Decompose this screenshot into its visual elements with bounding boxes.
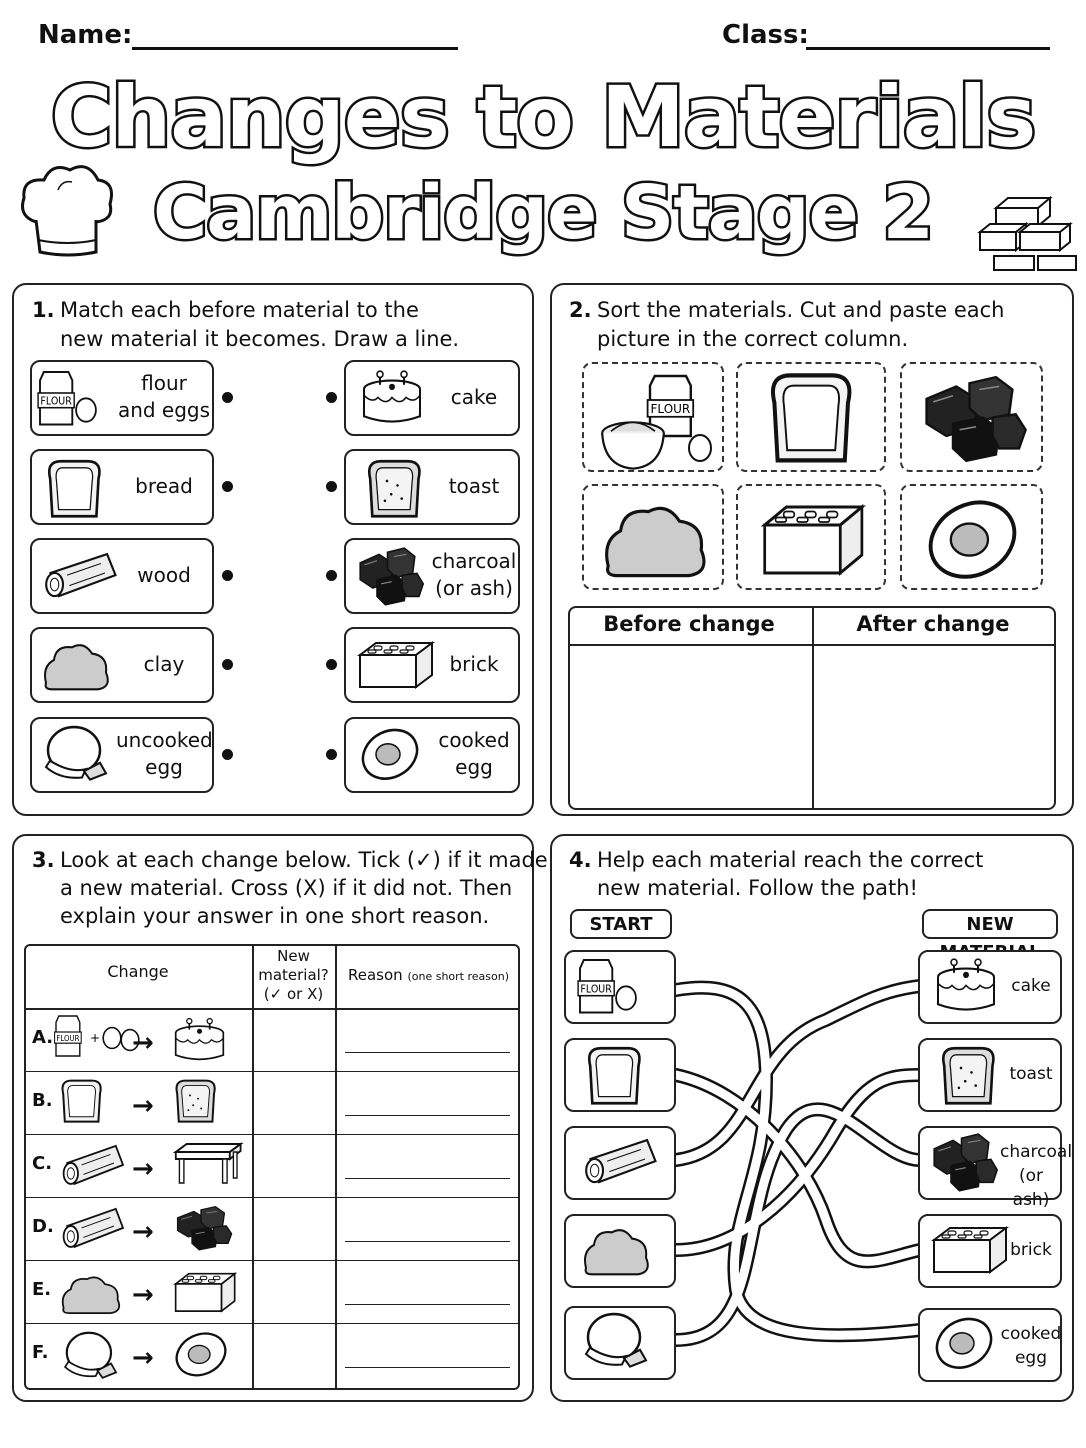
card-label: brick <box>1010 1240 1052 1260</box>
toast-icon <box>924 1042 1008 1110</box>
match-after-toast[interactable] <box>344 449 520 525</box>
match-after-brick[interactable] <box>344 627 520 703</box>
name-field[interactable] <box>132 20 458 50</box>
charcoal-icon <box>902 364 1045 474</box>
tick-cross-cell[interactable] <box>254 1325 334 1385</box>
reason-answer-line[interactable] <box>345 1367 510 1368</box>
arrow-icon: → <box>132 1343 154 1373</box>
reason-answer-line[interactable] <box>345 1052 510 1053</box>
charcoal-icon <box>174 1205 254 1259</box>
name-label: Name: <box>38 20 133 50</box>
charcoal-icon <box>350 544 434 610</box>
match-dot-right[interactable] <box>326 570 337 581</box>
brick-icon <box>924 1218 1008 1286</box>
match-before-bread[interactable] <box>30 449 214 525</box>
bread-icon <box>576 1042 666 1110</box>
toast-icon <box>174 1079 254 1133</box>
match-after-cake[interactable] <box>344 360 520 436</box>
maze-end-cooked[interactable] <box>918 1308 1062 1382</box>
row-label: D. <box>32 1216 54 1237</box>
tick-cross-cell[interactable] <box>254 1010 334 1070</box>
q3-instructions: 3. Look at each change below. Tick (✓) if it made a new material. Cross (X) if it did not. Then explain your answer in one short reason. <box>32 848 548 928</box>
reason-answer-line[interactable] <box>345 1178 510 1179</box>
maze-end-cake[interactable] <box>918 950 1062 1024</box>
arrow-icon: → <box>132 1091 154 1121</box>
tick-cross-cell[interactable] <box>254 1199 334 1259</box>
charcoal-icon <box>924 1130 1008 1198</box>
brick-stack-icon <box>976 192 1080 272</box>
log-icon <box>36 544 116 610</box>
start-label: START <box>570 909 672 939</box>
card-label: toast <box>1009 1064 1053 1084</box>
match-dot-right[interactable] <box>326 749 337 760</box>
clay-icon <box>584 486 726 592</box>
match-dot-left[interactable] <box>222 659 233 670</box>
table-icon <box>174 1142 254 1196</box>
new-material-label: NEW <box>922 909 1058 939</box>
col-reason-header: Reason (one short reason) <box>348 966 509 984</box>
match-dot-right[interactable] <box>326 659 337 670</box>
log-icon <box>576 1130 666 1198</box>
cutout-bread[interactable] <box>736 362 886 472</box>
match-after-charcoal[interactable] <box>344 538 520 614</box>
toast-icon <box>350 455 434 521</box>
row-label: C. <box>32 1153 53 1174</box>
row-label: A. <box>32 1027 54 1048</box>
cooked-egg-icon <box>174 1331 254 1385</box>
bread-icon <box>738 364 888 474</box>
match-dot-left[interactable] <box>222 749 233 760</box>
q4-instructions: 4. Help each material reach the correct new material. Follow the path! <box>569 848 984 900</box>
cooked-egg-icon <box>350 723 434 789</box>
card-label: clay <box>143 652 185 676</box>
cutout-brick[interactable] <box>736 484 886 590</box>
card-label: flour and eggs <box>117 371 211 422</box>
maze-start-raw-egg[interactable] <box>564 1306 676 1380</box>
brick-icon <box>350 633 434 699</box>
cooked-egg-icon <box>902 486 1045 592</box>
reason-answer-line[interactable] <box>345 1304 510 1305</box>
cake-icon <box>350 366 434 432</box>
after-change-dropzone[interactable] <box>814 646 1052 804</box>
cutout-charcoal[interactable] <box>900 362 1043 472</box>
tick-cross-cell[interactable] <box>254 1073 334 1133</box>
flour-bowl-icon <box>584 364 726 474</box>
cooked-egg-icon <box>924 1312 1008 1380</box>
clay-icon <box>36 633 116 699</box>
before-change-header: Before change <box>603 612 775 636</box>
card-label: charcoal (or ash) <box>431 549 517 600</box>
card-label: toast <box>448 474 500 498</box>
q1-instructions: 1. Match each before material to the new material it becomes. Draw a line. <box>32 298 460 351</box>
maze-end-brick[interactable] <box>918 1214 1062 1288</box>
page-subtitle: Cambridge Stage 2 <box>152 170 934 256</box>
tick-cross-cell[interactable] <box>254 1136 334 1196</box>
match-dot-left[interactable] <box>222 392 233 403</box>
match-before-clay[interactable] <box>30 627 214 703</box>
match-before-wood[interactable] <box>30 538 214 614</box>
card-label: bread <box>135 474 193 498</box>
clay-icon <box>576 1218 666 1286</box>
card-label: brick <box>449 652 499 676</box>
maze-end-charcoal[interactable] <box>918 1126 1073 1210</box>
bread-icon <box>36 455 116 521</box>
card-label: wood <box>137 563 191 587</box>
card-label: cake <box>1011 976 1051 996</box>
flour-eggs-icon <box>576 954 666 1022</box>
card-label: cooked egg <box>1000 1324 1062 1368</box>
card-label: cake <box>450 385 498 409</box>
row-label: B. <box>32 1090 53 1111</box>
raw-egg-icon <box>576 1310 666 1378</box>
maze-paths[interactable] <box>676 960 920 1380</box>
brick-icon <box>738 486 888 592</box>
match-dot-left[interactable] <box>222 481 233 492</box>
q2-instructions: 2. Sort the materials. Cut and paste each picture in the correct column. <box>569 298 1005 351</box>
class-label: Class: <box>722 20 809 50</box>
match-dot-right[interactable] <box>326 481 337 492</box>
arrow-icon: → <box>132 1154 154 1184</box>
class-field[interactable] <box>806 20 1050 50</box>
cutout-cooked-egg[interactable] <box>900 484 1043 590</box>
tick-cross-cell[interactable] <box>254 1262 334 1322</box>
card-label: cooked egg <box>438 728 510 779</box>
flour-eggs-icon <box>36 366 116 432</box>
match-dot-right[interactable] <box>326 392 337 403</box>
maze-start-clay[interactable] <box>564 1214 676 1288</box>
arrow-icon: → <box>132 1217 154 1247</box>
maze-start-bread[interactable] <box>564 1038 676 1112</box>
match-dot-left[interactable] <box>222 570 233 581</box>
maze-end-toast[interactable] <box>918 1038 1062 1112</box>
match-after-cooked[interactable] <box>344 717 520 793</box>
cutout-flour-eggs[interactable] <box>582 362 724 472</box>
cake-icon <box>174 1016 254 1070</box>
chef-hat-icon <box>18 160 114 260</box>
match-before-uncooked[interactable] <box>30 717 214 793</box>
row-label: E. <box>32 1279 52 1300</box>
maze-start-flour-eggs[interactable] <box>564 950 676 1024</box>
page-title: Changes to Materials <box>50 68 1036 166</box>
arrow-icon: → <box>132 1028 154 1058</box>
svg-text:+: + <box>90 1031 101 1045</box>
match-before-flour[interactable] <box>30 360 214 436</box>
col-change-header: Change <box>107 962 169 981</box>
before-change-dropzone[interactable] <box>572 646 806 804</box>
card-label: uncooked egg <box>116 728 213 779</box>
brick-icon <box>174 1268 254 1322</box>
card-label: charcoal (or ash) <box>1000 1142 1073 1210</box>
reason-answer-line[interactable] <box>345 1241 510 1242</box>
col-new-material-header: New material? (✓ or X) <box>258 947 329 1003</box>
cake-icon <box>924 954 1008 1022</box>
row-label: F. <box>32 1342 49 1363</box>
raw-egg-icon <box>36 723 116 789</box>
maze-start-log[interactable] <box>564 1126 676 1200</box>
reason-answer-line[interactable] <box>345 1115 510 1116</box>
after-change-header: After change <box>856 612 1010 636</box>
cutout-clay[interactable] <box>582 484 724 590</box>
arrow-icon: → <box>132 1280 154 1310</box>
